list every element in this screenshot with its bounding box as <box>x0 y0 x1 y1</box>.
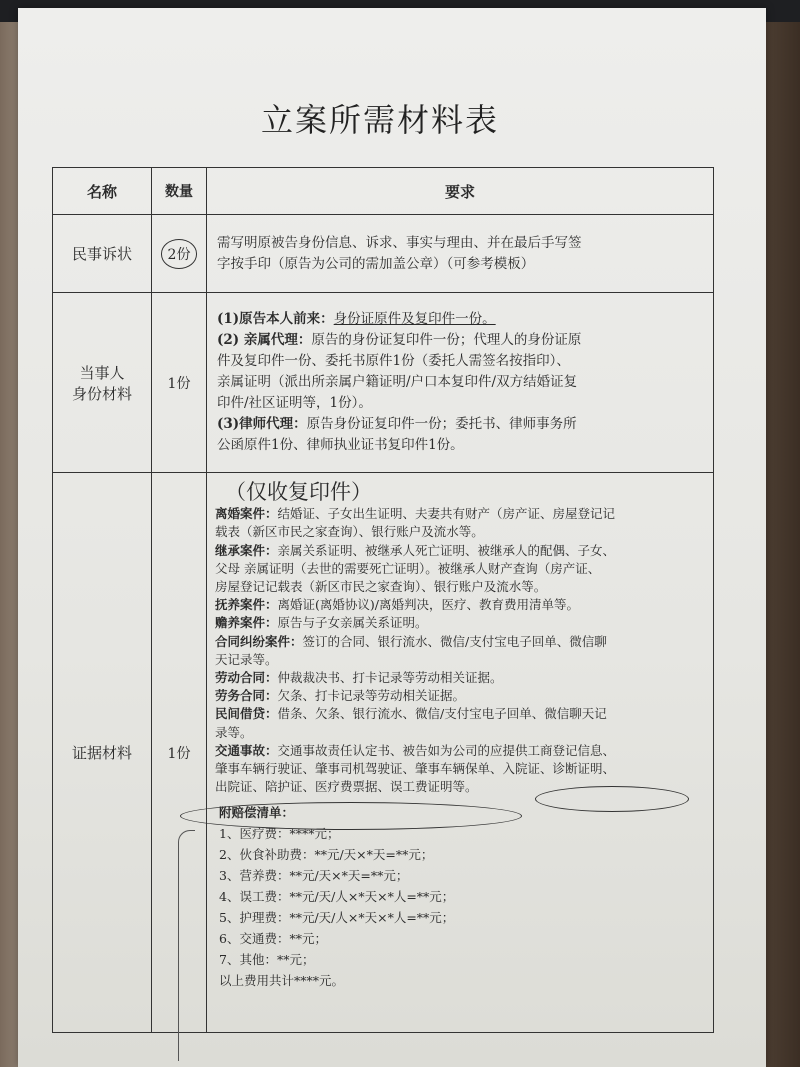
req-text: 身份证原件及复印件一份。 <box>333 311 496 327</box>
row-name: 民事诉状 <box>53 215 152 293</box>
evidence-item-text: 载表（新区市民之家查询）、银行账户及流水等。 <box>215 524 484 540</box>
evidence-item-text: 亲属关系证明、被继承人死亡证明、被继承人的配偶、子女、 <box>277 542 616 558</box>
req-line: 印件/社区证明等，1份）。 <box>217 395 372 411</box>
compensation-items <box>219 823 705 970</box>
evidence-item-label: 交通事故： <box>215 742 278 758</box>
evidence-item-text: 仲裁裁决书、打卡记录等劳动相关证据。 <box>277 670 503 686</box>
req-label: (3)律师代理： <box>217 416 307 432</box>
compensation-list <box>215 802 705 991</box>
evidence-item-line <box>215 724 705 742</box>
evidence-item-label: 离婚案件： <box>215 506 278 522</box>
req-item-2 <box>217 330 703 351</box>
req-text: 原告身份证复印件一份；委托书、律师事务所 <box>306 416 577 432</box>
compensation-item: 1、医疗费：****元； <box>219 826 340 842</box>
evidence-heading: （仅收复印件） <box>225 480 372 504</box>
materials-table <box>52 167 714 1033</box>
table-header-row <box>53 168 714 215</box>
evidence-item-text: 原告与子女亲属关系证明。 <box>277 615 428 631</box>
compensation-total: 以上费用共计****元。 <box>219 973 345 989</box>
evidence-cell <box>207 473 714 1033</box>
compensation-item: 5、护理费：**元/天/人×*天×*人=**元； <box>219 910 455 926</box>
req-text: 原告的身份证复印件一份；代理人的身份证原 <box>311 332 582 348</box>
header-qty: 数量 <box>152 168 207 215</box>
evidence-item-label: 继承案件： <box>215 542 278 558</box>
document-title: 立案所需材料表 <box>260 101 499 139</box>
pen-circle-mark <box>180 802 522 830</box>
evidence-item-line <box>215 651 705 669</box>
evidence-item-line <box>215 687 705 705</box>
row-qty <box>152 215 207 293</box>
evidence-item-label: 劳动合同： <box>215 670 278 686</box>
evidence-item-line <box>215 705 705 723</box>
req-line: 公函原件1份、律师执业证书复印件1份。 <box>217 437 464 453</box>
evidence-item-text: 房屋登记记载表（新区市民之家查询）、银行账户及流水等。 <box>215 579 547 595</box>
evidence-item-text: 天记录等。 <box>215 651 278 667</box>
row-name-line: 身份材料 <box>71 384 132 403</box>
req-item-3 <box>217 414 703 435</box>
req-item-1 <box>217 309 703 330</box>
evidence-item-text: 交通事故责任认定书、被告如为公司的应提供工商登记信息、 <box>277 742 616 758</box>
compensation-item: 4、误工费：**元/天/人×*天×*人=**元； <box>219 889 455 905</box>
req-line: 件及复印件一份、委托书原件1份（委托人需签名按指印）、 <box>217 353 570 369</box>
circled-qty: 2份 <box>161 239 198 269</box>
evidence-item-line <box>215 633 705 651</box>
evidence-item-text: 结婚证、子女出生证明、夫妻共有财产（房产证、房屋登记记 <box>277 506 616 522</box>
evidence-item-label: 赡养案件： <box>215 615 278 631</box>
evidence-item-line <box>215 578 705 596</box>
evidence-item-line <box>215 505 705 523</box>
compensation-item: 7、其他：**元； <box>219 952 315 968</box>
table-row <box>53 215 714 293</box>
header-req: 要求 <box>207 168 714 215</box>
pen-circle-mark <box>535 786 689 812</box>
compensation-item: 2、伙食补助费：**元/天×*天=**元； <box>219 847 434 863</box>
header-name: 名称 <box>53 168 152 215</box>
evidence-item-label: 民间借贷： <box>215 706 278 722</box>
evidence-list <box>215 505 705 796</box>
row-name <box>53 293 152 473</box>
evidence-item-text: 借条、欠条、银行流水、微信/支付宝电子回单、微信聊天记 <box>277 706 607 722</box>
compensation-title: 附赔偿清单： <box>219 805 295 821</box>
table-row <box>53 473 714 1033</box>
evidence-item-text: 录等。 <box>215 724 253 740</box>
table-row <box>53 293 714 473</box>
evidence-item-text: 离婚证(离婚协议)/离婚判决，医疗、教育费用清单等。 <box>277 597 579 613</box>
req-label: (2) 亲属代理： <box>217 332 312 348</box>
evidence-item-label: 抚养案件： <box>215 597 278 613</box>
evidence-item-text: 签订的合同、银行流水、微信/支付宝电子回单、微信聊 <box>302 633 607 649</box>
evidence-item-text: 父母 亲属证明（去世的需要死亡证明）。被继承人财产查询（房产证、 <box>215 560 601 576</box>
evidence-item-line <box>215 542 705 560</box>
evidence-item-line <box>215 669 705 687</box>
evidence-item-line <box>215 742 705 760</box>
row-req <box>207 215 714 293</box>
evidence-item-text: 出院证、陪护证、医疗费票据、误工费证明等。 <box>215 779 478 795</box>
row-name-line: 当事人 <box>79 363 125 382</box>
compensation-item: 3、营养费：**元/天×*天=**元； <box>219 868 409 884</box>
evidence-item-line <box>215 560 705 578</box>
evidence-item-text: 肇事车辆行驶证、肇事司机驾驶证、肇事车辆保单、入院证、诊断证明、 <box>215 761 616 777</box>
req-line: 亲属证明（派出所亲属户籍证明/户口本复印件/双方结婚证复 <box>217 374 578 390</box>
evidence-item-label: 合同纠纷案件： <box>215 633 303 649</box>
evidence-item-label: 劳务合同： <box>215 688 278 704</box>
compensation-item: 6、交通费：**元； <box>219 931 327 947</box>
pen-bracket-mark <box>178 830 195 1061</box>
evidence-item-line <box>215 596 705 614</box>
req-line: 字按手印（原告为公司的需加盖公章）（可参考模板） <box>217 255 535 272</box>
row-qty: 1份 <box>152 473 207 1033</box>
evidence-item-line <box>215 760 705 778</box>
req-label: (1)原告本人前来： <box>217 311 334 327</box>
req-line: 需写明原被告身份信息、诉求、事实与理由、并在最后手写签 <box>217 234 582 251</box>
row-name: 证据材料 <box>53 473 152 1033</box>
row-qty: 1份 <box>152 293 207 473</box>
evidence-item-line <box>215 523 705 541</box>
evidence-item-text: 欠条、打卡记录等劳动相关证据。 <box>277 688 466 704</box>
row-req <box>207 293 714 473</box>
evidence-item-line <box>215 614 705 632</box>
